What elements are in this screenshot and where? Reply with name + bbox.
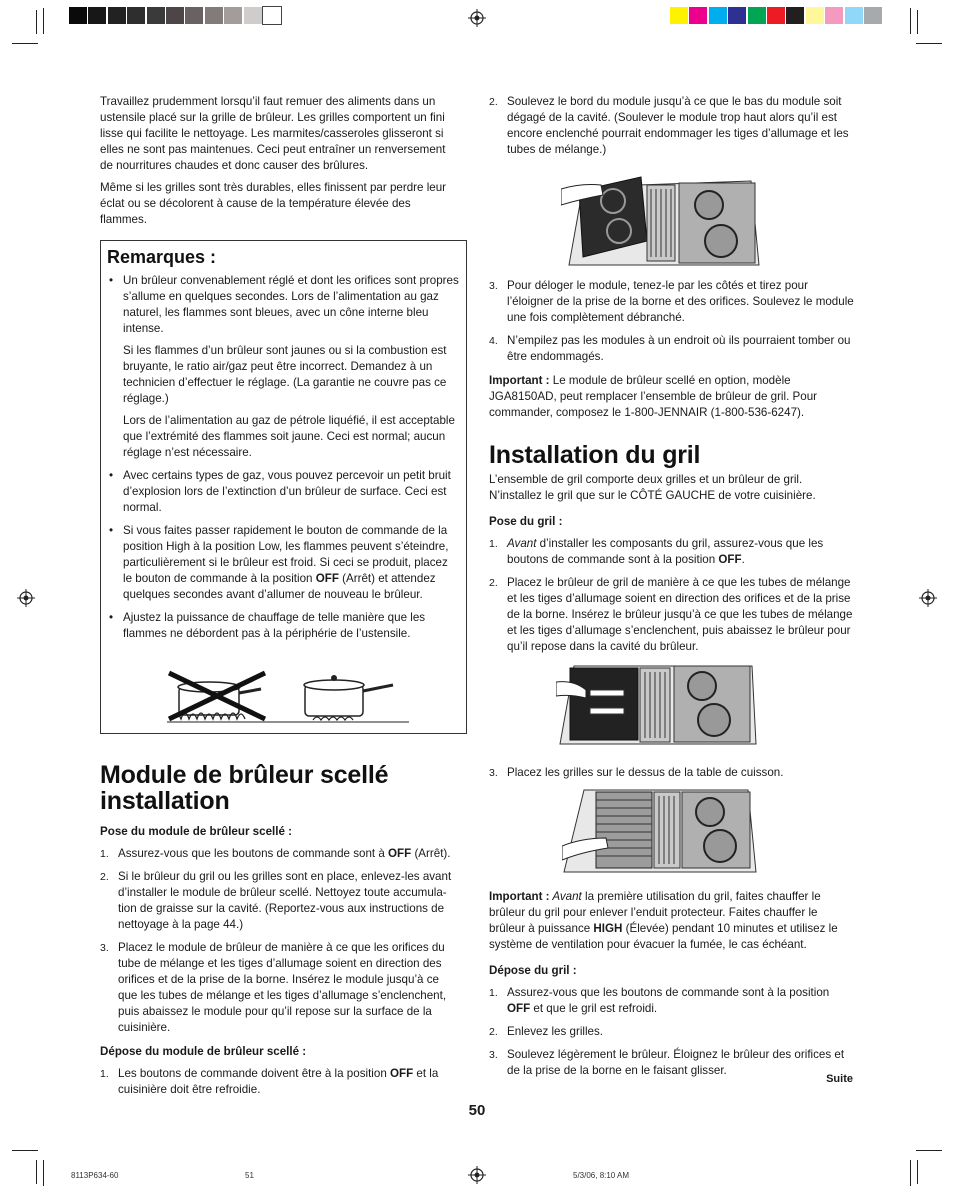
bullet-icon: • (109, 469, 114, 482)
color-swatch (864, 7, 882, 24)
color-swatch (728, 7, 746, 24)
list-item (107, 468, 459, 516)
list-item: 2. Si le brûleur du gril ou les grilles sont en place, enlevez-les avant d’installer le module de brûleur scellé. Nettoyez toute accumula-tion de graisse sur la cavité. (Reportez-vous aux instructions de nettoyage à la page 44.) (100, 870, 452, 931)
list-item: 1. Avant d’installer les composants du gril, assurez-vous que les boutons de commande sont à la position OFF. (489, 537, 824, 566)
color-swatch (185, 7, 203, 24)
list-item: 3. Placez le module de brûleur de manière à ce que les orifices du tube de mélange et les tiges d’allumage soient en direction des orifices et de la prise de la borne. Insérez le module jusqu’à ce que les tubes de mélange et les tiges d’allumage s’enclenchent, puis abaissez le module pour qu’il repose sur la surface de la cuisinière. (100, 941, 447, 1034)
list-item: 2. Enlevez les grilles. (489, 1025, 604, 1038)
left-column (100, 94, 455, 234)
list-item: 1. Les boutons de commande doivent être à la position OFF et la cuisinière doit être refroidie. (100, 1067, 439, 1096)
section-title: Module de brûleur scellé installation (100, 761, 389, 815)
bullet-icon: • (109, 274, 114, 287)
list-item: 1. Assurez-vous que les boutons de commande sont à la position OFF et que le gril est refroidi. (489, 986, 830, 1015)
list-item: 3. Pour déloger le module, tenez-le par les côtés et tirez pour l’éloigner de la prise de la borne et des orifices. Soulevez le module une fois complètement débranché. (489, 279, 854, 324)
subsection-heading: Dépose du module de brûleur scellé : (100, 1045, 307, 1058)
subsection-heading: Dépose du gril : (489, 964, 577, 977)
color-swatch (845, 7, 863, 24)
list-item (107, 610, 459, 642)
color-swatch (806, 7, 824, 24)
registration-mark-icon (919, 589, 937, 607)
pot-flame-illustration (167, 669, 409, 725)
color-swatch (748, 7, 766, 24)
note-text: Un brûleur convenablement réglé et dont les orifices sont propres s’allume en quelques secondes. Lors de l’alimentation au gaz naturel, les flammes sont bleues, avec un cône interne bleu intense. (123, 274, 459, 335)
footer-sheet: 51 (245, 1171, 254, 1180)
color-swatch (108, 7, 126, 24)
color-swatch (767, 7, 785, 24)
intro-paragraph: L’ensemble de gril comporte deux grilles et un brûleur de gril. N’installez le gril que sur le CÔTÉ GAUCHE de votre cuisinière. (489, 473, 816, 502)
intro-paragraph: Travaillez prudemment lorsqu’il faut remuer des aliments dans un ustensile placé sur la grille de brûleur. Les grilles comportent un fini lisse qui facilite le nettoyage. Les marmites/casseroles glisseront si elles ne sont pas maintenues. Ceci peut entraîner un renversement de nourritures chaudes et donc causer des brûlures. (100, 95, 446, 172)
grill-grates-illustration (562, 788, 758, 874)
bullet-icon: • (109, 611, 114, 624)
important-note: Important : Le module de brûleur scellé en option, modèle JGA8150AD, peut remplacer l’ensemble de brûleur de gril. Pour commander, composez le 1-800-JENNAIR (1-800-536-6247). (489, 374, 818, 419)
note-text: Avec certains types de gaz, vous pouvez percevoir un petit bruit d’explosion lors de l’extinction d’un brûleur de surface. Ceci est normal. (123, 469, 451, 514)
list-item: 3. Placez les grilles sur le dessus de la table de cuisson. (489, 766, 784, 779)
right-steps-3-4 (489, 278, 855, 427)
color-swatch (69, 7, 87, 24)
note-text: Si vous faites passer rapidement le bouton de commande de la position High à la position Low, les flammes peuvent s’éteindre, particulièrement si le brûleur est froid. Si ceci se produit, placez le bouton de commande à la position (123, 524, 449, 585)
section-title: Installation du gril (489, 441, 701, 469)
gril-section (489, 472, 855, 662)
list-item (107, 523, 459, 603)
color-swatch (244, 7, 262, 24)
note-text: (Arrêt) et attendez quelques secondes avant d’allumer de nouveau le brûleur. (123, 572, 436, 601)
color-swatch (263, 7, 281, 24)
note-text: Ajustez la puissance de chauffage de telle manière que les flammes ne débordent pas à la périphérie de l’ustensile. (123, 611, 426, 640)
note-text: Si les flammes d’un brûleur sont jaunes ou si la combustion est bruyante, le ratio air/gaz peut être incorrect. Demandez à un technicien d’effectuer le réglage. (La garantie ne couvre pas ce réglage.) (123, 344, 447, 405)
intro-paragraph: Même si les grilles sont très durables, elles finissent par perdre leur éclat ou se décolorent à cause de la température élevée des flammes. (100, 181, 447, 226)
lift-module-illustration (561, 165, 766, 270)
correct-flame-pot-icon (304, 675, 393, 720)
color-swatch (127, 7, 145, 24)
registration-mark-icon (468, 9, 486, 27)
gril-title-block (489, 442, 855, 468)
color-swatch (224, 7, 242, 24)
list-item: 2. Soulevez le bord du module jusqu’à ce que le bas du module soit dégagé de la cavité. (Soulever le module trop haut alors qu’il est encore enclenché pourrait endommager les tiges d’allumage et les tubes de mélange.) (489, 95, 849, 156)
color-swatch (147, 7, 165, 24)
oversized-flame-pot-icon (169, 673, 265, 719)
footer-code: 8113P634-60 (71, 1171, 119, 1180)
color-swatch (709, 7, 727, 24)
module-title-block (100, 762, 460, 814)
list-item: 1. Assurez-vous que les boutons de commande sont à OFF (Arrêt). (100, 847, 451, 860)
registration-mark-icon (468, 1166, 486, 1184)
pose-module-section (100, 824, 455, 1105)
bullet-icon: • (109, 524, 114, 537)
color-swatch (88, 7, 106, 24)
list-item: 3. Soulevez légèrement le brûleur. Éloignez le brûleur des orifices et de la prise de la borne en le faisant glisser. (489, 1048, 845, 1077)
color-swatch (825, 7, 843, 24)
continued-label: Suite (826, 1073, 853, 1085)
list-item: 2. Placez le brûleur de gril de manière à ce que les tubes de mélange et les tiges d’allumage soient en direction des orifices et de la prise de la borne. Insérez le brûleur jusqu’à ce que les tubes de mélange et les tiges d’allumage s’enclenchent, puis abaissez le brûleur pour qu’il repose dans la cavité du brûleur. (489, 576, 853, 653)
footer-date: 5/3/06, 8:10 AM (573, 1171, 630, 1180)
color-swatch (786, 7, 804, 24)
page-number: 50 (468, 1102, 486, 1119)
note-text: Lors de l’alimentation au gaz de pétrole liquéfié, il est acceptable que l’extrémité des flammes soit jaune. Ceci est normal; aucun réglage n’est nécessaire. (123, 414, 455, 459)
color-swatch (689, 7, 707, 24)
off-label: OFF (315, 572, 339, 585)
color-swatch (205, 7, 223, 24)
gril-important-depose (489, 889, 855, 1086)
registration-mark-icon (17, 589, 35, 607)
list-item: 4. N’empilez pas les modules à un endroit où ils pourraient tomber ou être endommagés. (489, 334, 851, 363)
gril-step3 (489, 765, 855, 788)
right-step2 (489, 94, 855, 165)
remarques-box (100, 240, 467, 734)
color-swatch (166, 7, 184, 24)
grill-burner-illustration (556, 662, 758, 746)
color-swatch (670, 7, 688, 24)
subsection-heading: Pose du gril : (489, 515, 563, 528)
subsection-heading: Pose du module de brûleur scellé : (100, 825, 292, 838)
list-item (107, 273, 459, 461)
important-note: Important : Avant la première utilisation du gril, faites chauffer le brûleur du gril pour enlever l’enduit protecteur. Faites chauffer le brûleur à puissance HIGH (Élevée) pendant 10 minutes et utilisez le système de ventilation pour évacuer la fumée, le cas échéant. (489, 890, 838, 951)
remarques-title: Remarques : (107, 247, 217, 267)
